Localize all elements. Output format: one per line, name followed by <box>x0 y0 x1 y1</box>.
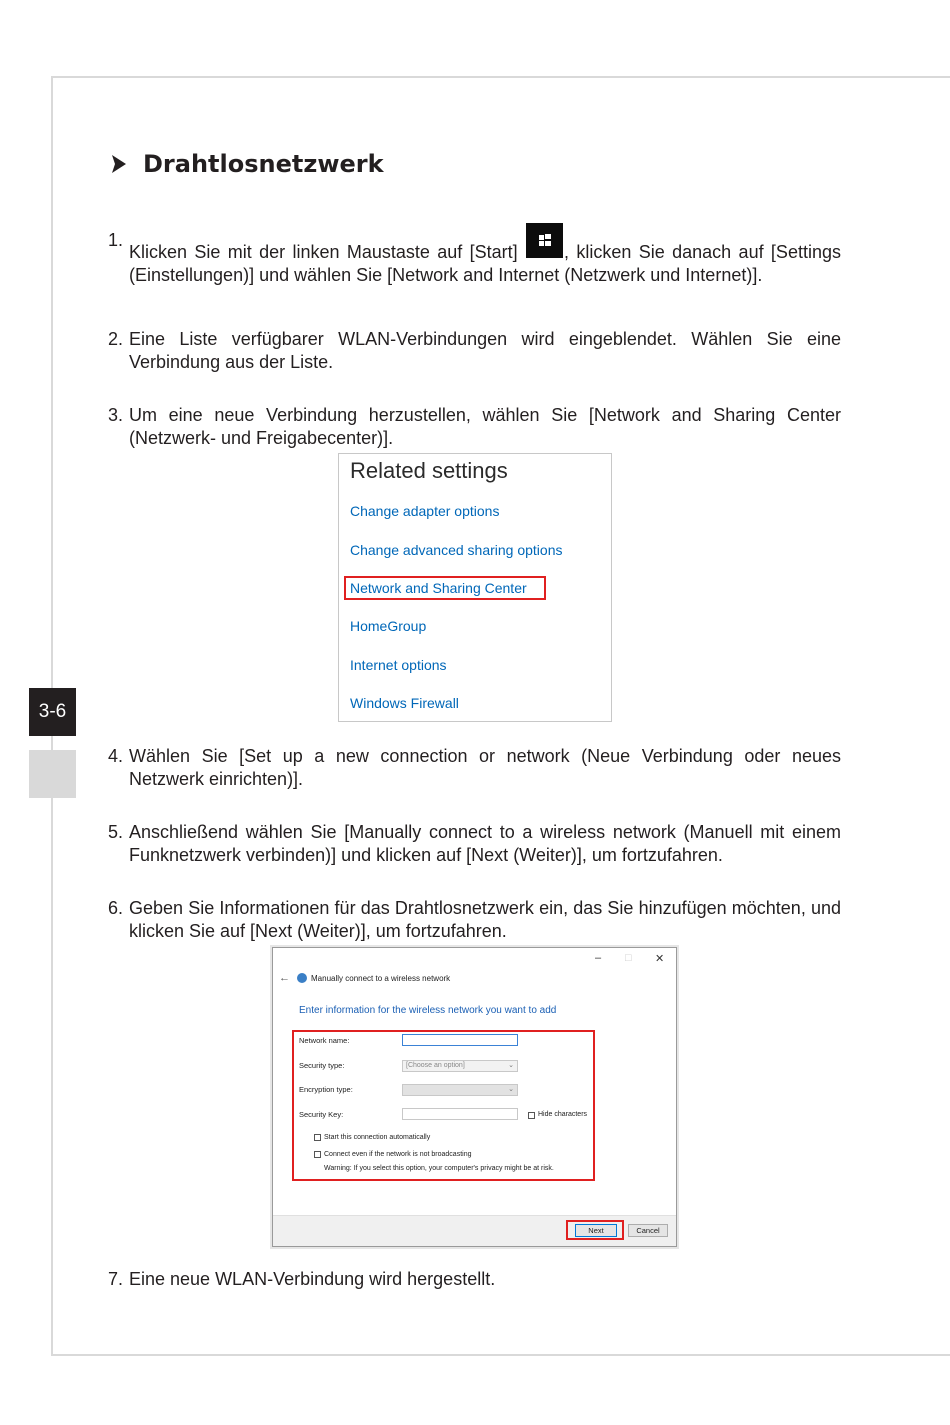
chevron-down-icon: ⌄ <box>508 1086 514 1093</box>
step-text: Geben Sie Informationen für das Drahtlosnetzwerk ein, das Sie hinzufügen möchten, und klicken Sie auf [Next (Weiter)], um fortzufahren. <box>129 898 841 941</box>
connect-even-checkbox[interactable] <box>314 1151 321 1158</box>
link-network-sharing-center[interactable]: Network and Sharing Center <box>350 580 527 596</box>
chevron-down-icon: ⌄ <box>508 1062 514 1069</box>
connect-even-label: Connect even if the network is not broadcasting <box>324 1151 472 1158</box>
dialog-heading: Enter information for the wireless network you want to add <box>299 1005 557 1016</box>
back-arrow-icon[interactable]: ← <box>279 972 290 984</box>
security-type-select[interactable] <box>402 1060 518 1072</box>
network-icon <box>297 973 307 983</box>
dialog-window-title: Manually connect to a wireless network <box>311 974 451 983</box>
start-auto-label: Start this connection automatically <box>324 1134 431 1141</box>
step-number: 4. <box>108 746 124 766</box>
related-settings-title: Related settings <box>350 458 508 483</box>
security-key-input[interactable] <box>402 1108 518 1120</box>
step-4 <box>108 745 841 791</box>
highlight-box <box>344 576 546 600</box>
page-number-tab <box>29 688 76 736</box>
network-name-label: Network name: <box>299 1036 350 1045</box>
step-7 <box>108 1268 841 1291</box>
step-number: 5. <box>108 822 124 842</box>
step-text: Eine neue WLAN-Verbindung wird hergestellt. <box>129 1269 496 1289</box>
step-5 <box>108 821 841 867</box>
step-text: Wählen Sie [Set up a new connection or network (Neue Verbindung oder neues Netzwerk einrichten)]. <box>129 746 841 789</box>
network-name-input[interactable] <box>402 1034 518 1046</box>
step-1-text-b: , klicken Sie danach auf [Settings (Einstellungen)] und wählen Sie [Network and Internet (Netzwerk und Internet)]. <box>129 242 841 285</box>
step-1-text-a: Klicken Sie mit der linken Maustaste auf [Start] <box>129 242 518 262</box>
encryption-type-select <box>402 1084 518 1096</box>
step-2 <box>108 328 841 374</box>
page-number: 3-6 <box>38 701 67 722</box>
step-text: Um eine neue Verbindung herzustellen, wählen Sie [Network and Sharing Center (Netzwerk- und Freigabecenter)]. <box>129 405 841 448</box>
windows-logo-icon <box>526 223 563 258</box>
link-internet-options[interactable]: Internet options <box>350 657 447 673</box>
link-windows-firewall[interactable]: Windows Firewall <box>350 695 459 711</box>
step-number: 3. <box>108 405 124 425</box>
minimize-button[interactable]: – <box>595 952 602 964</box>
security-key-label: Security Key: <box>299 1110 344 1119</box>
step-text <box>108 229 841 287</box>
warning-text: Warning: If you select this option, your computer's privacy might be at risk. <box>324 1165 554 1172</box>
hide-characters-label: Hide characters <box>538 1111 588 1118</box>
cancel-button[interactable]: Cancel <box>628 1224 668 1237</box>
page-tab-marker <box>29 750 76 798</box>
step-6 <box>108 897 841 943</box>
start-auto-checkbox[interactable] <box>314 1134 321 1141</box>
link-change-advanced-sharing[interactable]: Change advanced sharing options <box>350 542 563 558</box>
step-number: 2. <box>108 329 124 349</box>
step-3 <box>108 404 841 450</box>
next-button[interactable]: Next <box>575 1224 617 1237</box>
step-text: Eine Liste verfügbarer WLAN-Verbindungen wird eingeblendet. Wählen Sie eine Verbindung aus der Liste. <box>129 329 841 372</box>
next-highlight-box <box>566 1220 624 1240</box>
section-heading <box>110 150 384 178</box>
hide-characters-checkbox[interactable] <box>528 1112 535 1119</box>
step-text: Anschließend wählen Sie [Manually connect to a wireless network (Manuell mit einem Funknetzwerk verbinden)] und klicken auf [Next (Weiter)], um fortzufahren. <box>129 822 841 865</box>
manual-connect-dialog <box>272 947 677 1247</box>
related-settings-panel <box>338 453 612 722</box>
link-change-adapter-options[interactable]: Change adapter options <box>350 503 500 519</box>
chevron-right-icon <box>110 154 128 174</box>
security-type-value: [Choose an option] <box>406 1062 465 1069</box>
step-number: 6. <box>108 898 124 918</box>
maximize-button[interactable]: □ <box>625 952 632 964</box>
close-button[interactable]: ✕ <box>655 953 665 965</box>
encryption-type-label: Encryption type: <box>299 1085 353 1094</box>
highlight-box <box>292 1030 595 1181</box>
step-1 <box>108 229 841 287</box>
step-number: 7. <box>108 1269 124 1289</box>
link-homegroup[interactable]: HomeGroup <box>350 618 427 634</box>
step-number: 1. <box>108 230 124 250</box>
security-type-label: Security type: <box>299 1061 345 1070</box>
heading-text: Drahtlosnetzwerk <box>143 150 384 178</box>
